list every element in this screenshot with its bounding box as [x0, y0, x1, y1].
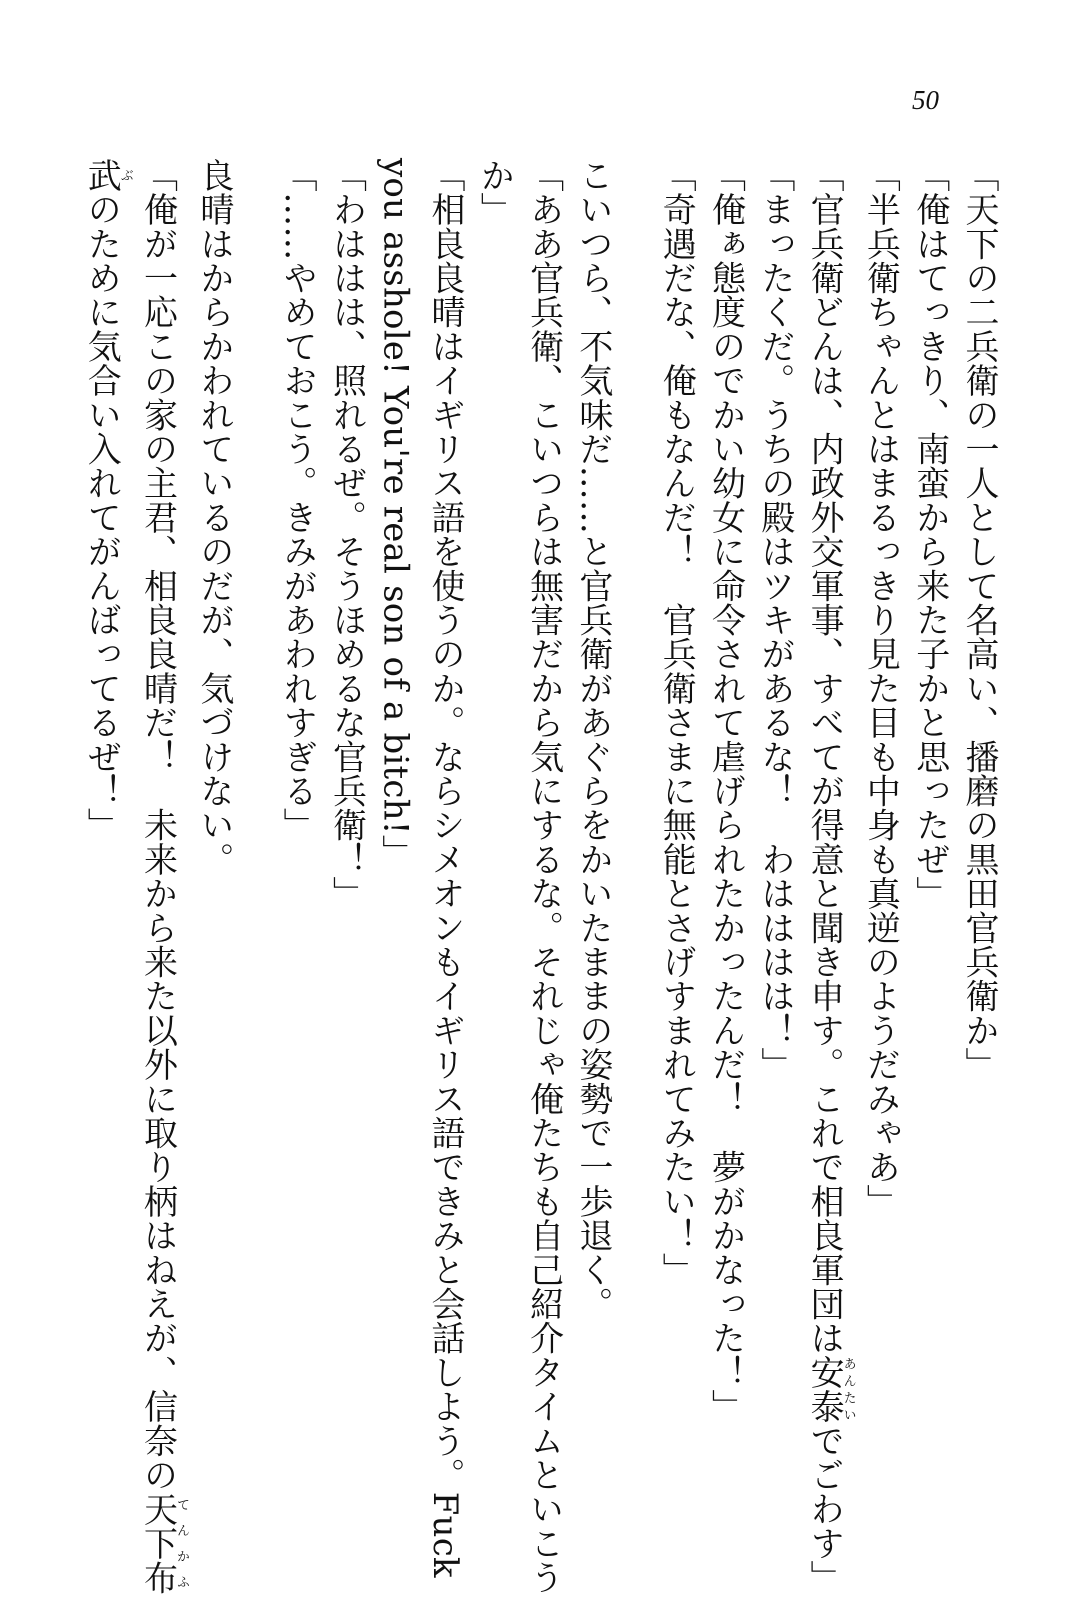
text-line-content: 「わははは、照れるぜ。そうほめるな官兵衛！」: [326, 158, 367, 911]
text-line-content: 「俺はてっきり、南蛮から来た子かと思ったぜ」: [909, 158, 950, 911]
text-line-content: か」: [474, 158, 515, 227]
text-line: [189, 158, 272, 1528]
ruby-reading: ぶ: [117, 158, 133, 193]
text-line-content: こいつら、不気味だ……と官兵衛があぐらをかいたままの姿勢で一歩退く。: [572, 158, 613, 1321]
text-line-content: 「俺が一応この家の主君、相良良晴だ！ 未来から来た以外に取り柄はねえが、信奈の: [137, 158, 178, 1492]
text-line-continuation: のために気合い入れてがんばってるぜ！」: [81, 192, 122, 843]
text-line-content: 「官兵衛どんは、内政外交軍事、すべてが得意と聞き申す。これで相良軍団は: [804, 158, 845, 1355]
text-line: [651, 158, 700, 1528]
text-line-content: 「俺ぁ態度のでかい幼女に命令されて虐げられたかったんだ！ 夢がかなった！」: [705, 158, 746, 1424]
text-line: [750, 158, 799, 1528]
text-line: [420, 158, 469, 1578]
text-line: [700, 158, 749, 1528]
text-line: [518, 158, 567, 1595]
ruby-base: 天下布: [137, 1491, 178, 1595]
text-line: [132, 158, 190, 1595]
ruby-reading: てんかふ: [174, 1491, 190, 1595]
ruby-base: 安泰: [804, 1355, 845, 1424]
body-text: [76, 158, 1003, 1595]
text-line-content: 「奇遇だな、俺もなんだ！ 官兵衛さまに無能とさげすまれてみたい！」: [656, 158, 697, 1287]
text-line-content: 「まったくだ。うちの殿はツキがあるな！ わはははは！」: [754, 158, 795, 1082]
text-line: [469, 158, 518, 1528]
ruby-reading: あんたい: [840, 1355, 856, 1424]
text-line-content: 「相良良晴はイギリス語を使うのか。ならシメオンもイギリス語できみと会話しよう。Fuck: [425, 158, 466, 1578]
text-line: [76, 158, 132, 1528]
text-line: [370, 158, 419, 1528]
text-line-content: 良晴はからかわれているのだが、気づけない。: [193, 158, 234, 877]
ruby-annotation: [81, 158, 133, 193]
ruby-base: 武: [81, 158, 122, 193]
text-line: [321, 158, 370, 1528]
text-line: [855, 158, 904, 1528]
text-line: [272, 158, 321, 1528]
text-line-continuation: でごわす」: [804, 1423, 845, 1595]
text-line-content: 「ああ官兵衛、こいつらは無害だから気にするな。それじゃ俺たちも自己紹介タイムといこう: [523, 158, 564, 1595]
ruby-annotation: [804, 1355, 856, 1424]
text-line-content: 「……やめておこう。きみがあわれすぎる」: [277, 158, 318, 842]
text-line-content: you asshole! You're real son of a bitch!」: [375, 158, 416, 869]
text-line: [568, 158, 651, 1528]
text-line-content: 「半兵衛ちゃんとはまるっきり見た目も中身も真逆のようだみゃあ」: [860, 158, 901, 1219]
text-line: [954, 158, 1003, 1528]
text-line: [904, 158, 953, 1528]
ruby-annotation: [137, 1491, 190, 1595]
text-line: [799, 158, 856, 1595]
text-line-content: 「天下の二兵衛の一人として名高い、播磨の黒田官兵衛か」: [959, 158, 999, 1082]
page-number: 50: [912, 85, 939, 115]
